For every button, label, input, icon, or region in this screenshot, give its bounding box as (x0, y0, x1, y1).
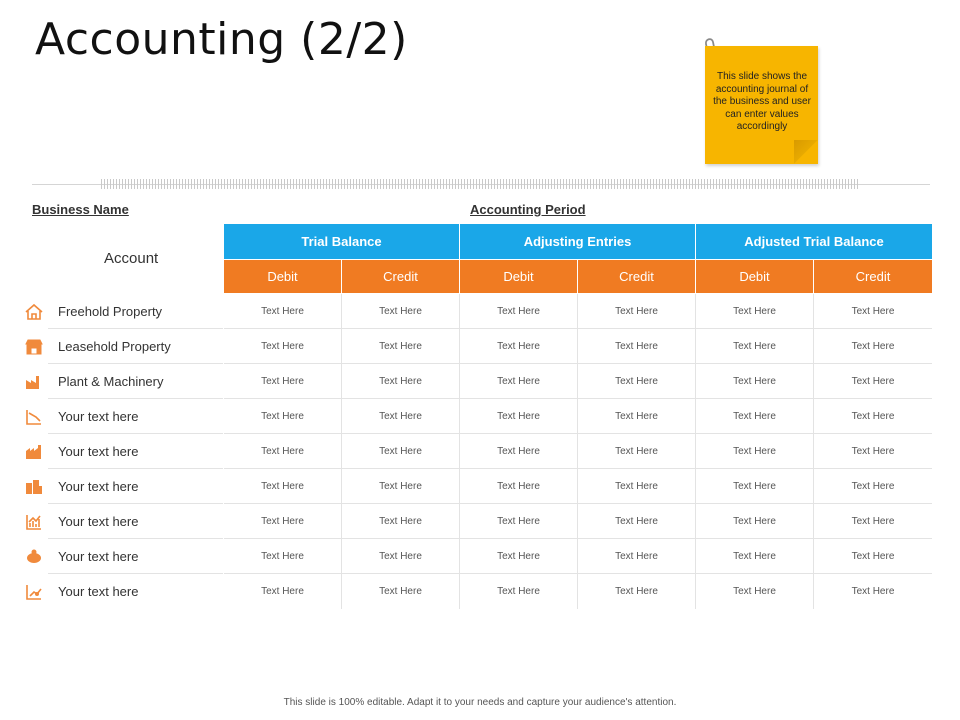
header-trial-balance: Trial Balance (224, 224, 459, 259)
line-chart-icon (24, 407, 44, 427)
account-row-label (24, 539, 224, 574)
handshake-chart-icon (24, 582, 44, 602)
header-adjusting-entries: Adjusting Entries (460, 224, 695, 259)
table-cell[interactable]: Text Here (460, 434, 578, 469)
subheader-debit: Debit (696, 260, 813, 293)
storefront-icon (24, 337, 44, 357)
table-cell[interactable]: Text Here (578, 539, 696, 574)
table-cell[interactable]: Text Here (460, 504, 578, 539)
table-cell[interactable]: Text Here (224, 539, 342, 574)
buildings-icon (24, 477, 44, 497)
table-cell[interactable]: Text Here (578, 399, 696, 434)
table-cell[interactable]: Text Here (851, 551, 895, 562)
table-cell[interactable]: Text Here (342, 504, 460, 539)
table-cell[interactable]: Text Here (224, 399, 342, 434)
account-row-label (24, 574, 224, 609)
table-cell[interactable]: Text Here (342, 329, 460, 364)
table-cell[interactable]: Text Here (460, 329, 578, 364)
table-cell[interactable]: Text Here (224, 329, 342, 364)
sticky-note (705, 46, 818, 164)
table-cell[interactable]: Text Here (696, 364, 814, 399)
business-name-label: Business Name (32, 202, 129, 217)
table-cell[interactable]: Text Here (342, 539, 460, 574)
table-cell[interactable]: Text Here (342, 469, 460, 504)
table-cell[interactable]: Text Here (224, 434, 342, 469)
subheader-debit: Debit (460, 260, 577, 293)
table-cell[interactable]: Text Here (851, 516, 895, 527)
table-cell[interactable]: Text Here (851, 376, 895, 387)
piggy-bank-icon (24, 547, 44, 567)
table-cell[interactable]: Text Here (696, 469, 814, 504)
table-cell[interactable]: Text Here (696, 574, 814, 609)
table-cell[interactable]: Text Here (342, 294, 460, 329)
table-cell[interactable]: Text Here (696, 399, 814, 434)
account-name: Freehold Property (58, 304, 163, 319)
account-name: Your text here (58, 549, 139, 564)
table-cell[interactable]: Text Here (696, 294, 814, 329)
table-cell[interactable]: Text Here (851, 411, 895, 422)
table-cell[interactable]: Text Here (460, 574, 578, 609)
table-cell[interactable]: Text Here (460, 469, 578, 504)
table-cell[interactable]: Text Here (696, 434, 814, 469)
table-cell[interactable]: Text Here (342, 364, 460, 399)
table-cell[interactable]: Text Here (578, 294, 696, 329)
subheader-credit: Credit (342, 260, 459, 293)
header-adjusted-trial-balance: Adjusted Trial Balance (696, 224, 932, 259)
table-cell[interactable]: Text Here (851, 306, 895, 317)
accounting-period-label: Accounting Period (470, 202, 586, 217)
table-cell[interactable]: Text Here (460, 364, 578, 399)
table-cell[interactable]: Text Here (342, 574, 460, 609)
footer-note: This slide is 100% editable. Adapt it to your needs and capture your audience's attention. (283, 697, 677, 708)
account-row-label (24, 399, 224, 434)
sticky-note-text: This slide shows the accounting journal of the business and user can enter values accordingly (713, 71, 811, 132)
table-cell[interactable]: Text Here (578, 434, 696, 469)
account-name: Leasehold Property (58, 339, 171, 354)
table-cell[interactable]: Text Here (342, 434, 460, 469)
account-row-label (24, 329, 224, 364)
table-cell[interactable]: Text Here (460, 294, 578, 329)
table-cell[interactable]: Text Here (851, 586, 895, 597)
sticky-note-fold (794, 140, 818, 164)
account-column-header: Account (104, 250, 159, 267)
subheader-debit: Debit (224, 260, 341, 293)
table-cell[interactable]: Text Here (460, 539, 578, 574)
account-name: Your text here (58, 409, 139, 424)
table-cell[interactable]: Text Here (851, 481, 895, 492)
table-cell[interactable]: Text Here (342, 399, 460, 434)
factory-icon (24, 372, 44, 392)
table-cell[interactable]: Text Here (224, 469, 342, 504)
table-cell[interactable]: Text Here (851, 446, 895, 457)
account-row-label (24, 364, 224, 399)
subheader-credit: Credit (814, 260, 932, 293)
account-row-label (24, 504, 224, 539)
account-row-label (24, 294, 224, 329)
table-cell[interactable]: Text Here (224, 364, 342, 399)
table-cell[interactable]: Text Here (578, 504, 696, 539)
table-cell[interactable]: Text Here (696, 504, 814, 539)
table-cell[interactable]: Text Here (696, 539, 814, 574)
house-icon (24, 302, 44, 322)
table-cell[interactable]: Text Here (578, 364, 696, 399)
account-name: Your text here (58, 584, 139, 599)
subheader-credit: Credit (578, 260, 695, 293)
table-cell[interactable]: Text Here (578, 469, 696, 504)
account-name: Plant & Machinery (58, 374, 164, 389)
table-cell[interactable]: Text Here (224, 294, 342, 329)
growth-chart-icon (24, 512, 44, 532)
account-row-label (24, 469, 224, 504)
account-name: Your text here (58, 479, 139, 494)
decorative-divider (32, 177, 930, 191)
account-name: Your text here (58, 514, 139, 529)
table-cell[interactable]: Text Here (224, 574, 342, 609)
account-name: Your text here (58, 444, 139, 459)
table-cell[interactable]: Text Here (851, 341, 895, 352)
table-cell[interactable]: Text Here (460, 399, 578, 434)
table-cell[interactable]: Text Here (578, 574, 696, 609)
table-cell[interactable]: Text Here (696, 329, 814, 364)
table-cell[interactable]: Text Here (224, 504, 342, 539)
table-cell[interactable]: Text Here (578, 329, 696, 364)
warehouse-icon (24, 442, 44, 462)
slide-title: Accounting (2/2) (35, 14, 408, 65)
account-row-label (24, 434, 224, 469)
